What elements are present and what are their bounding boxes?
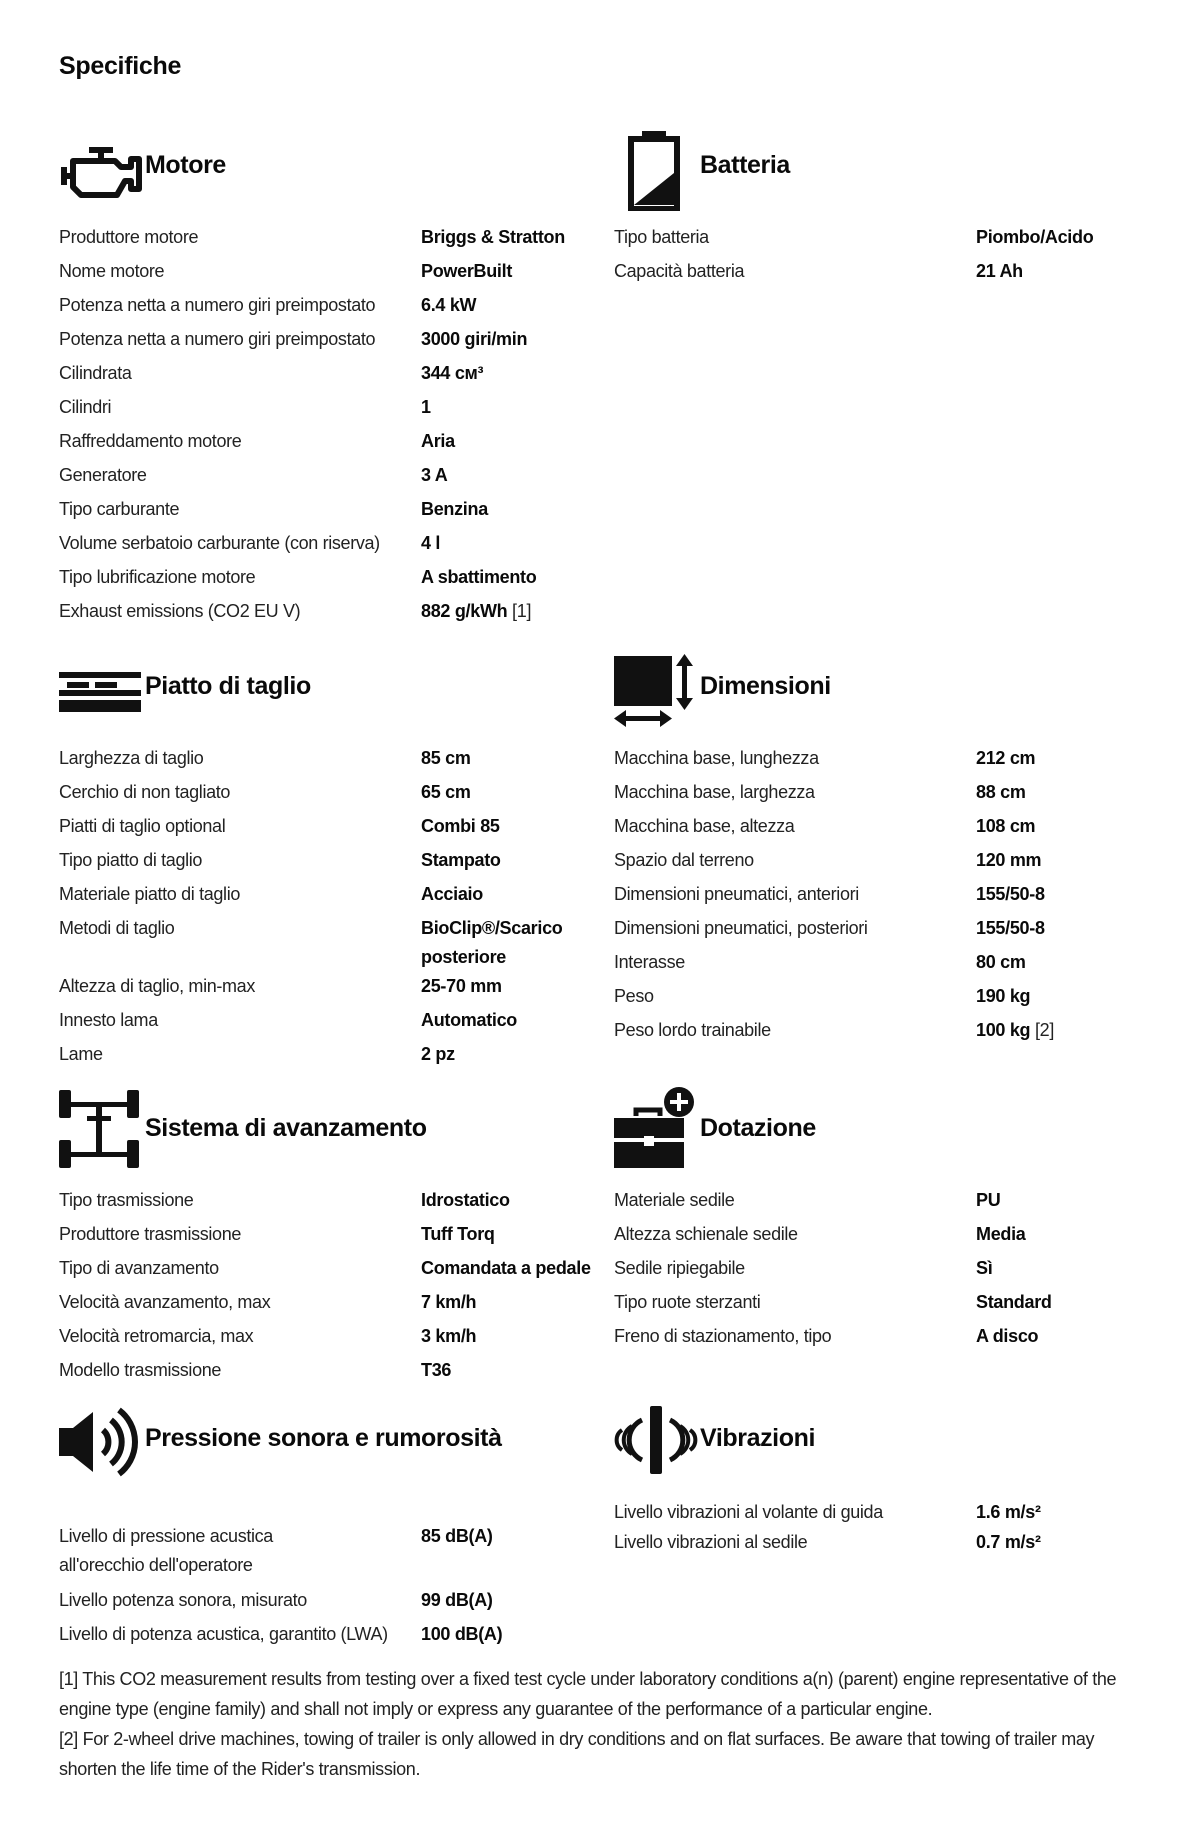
footnote-1: [1] This CO2 measurement results from testing over a fixed test cycle under laboratory conditions a(n) (parent) engine representative of the engine type (engine family) and shall not imply or express any guarantee of the performance of a particular engine. <box>59 1669 1117 1719</box>
spec-value: 155/50-8 <box>976 884 1045 904</box>
spec-value: A sbattimento <box>421 567 537 587</box>
section-title: Dimensioni <box>700 672 831 700</box>
spec-row <box>59 1522 611 1586</box>
section-header <box>614 135 1174 215</box>
spec-value: Stampato <box>421 850 501 870</box>
spec-value: 108 cm <box>976 816 1036 836</box>
spec-row <box>59 495 611 529</box>
spec-value: 120 mm <box>976 850 1042 870</box>
spec-value: 99 dB(A) <box>421 1590 493 1610</box>
dimensions-icon <box>614 654 698 730</box>
spec-row <box>59 1620 611 1654</box>
spec-value: A disco <box>976 1326 1039 1346</box>
spec-label: Macchina base, larghezza <box>614 782 815 802</box>
spec-value: Benzina <box>421 499 488 519</box>
spec-label: Tipo ruote sterzanti <box>614 1292 761 1312</box>
spec-value: 155/50-8 <box>976 918 1045 938</box>
spec-value: Automatico <box>421 1010 518 1030</box>
spec-value: Standard <box>976 1292 1052 1312</box>
speaker-icon <box>59 1406 143 1478</box>
spec-value: 3000 giri/min <box>421 329 528 349</box>
spec-value: 1 <box>421 397 431 417</box>
spec-value: 80 cm <box>976 952 1026 972</box>
spec-value: 344 см³ <box>421 363 484 383</box>
spec-row <box>59 393 611 427</box>
spec-value: PowerBuilt <box>421 261 513 281</box>
spec-label: Produttore motore <box>59 227 199 247</box>
spec-row <box>614 1016 1166 1050</box>
toolbox-plus-icon <box>614 1086 698 1170</box>
spec-row <box>614 812 1166 846</box>
spec-value: 190 kg <box>976 986 1031 1006</box>
spec-list <box>59 744 611 1074</box>
spec-label: Spazio dal terreno <box>614 850 754 870</box>
spec-label: Livello vibrazioni al sedile <box>614 1532 808 1552</box>
spec-value: 212 cm <box>976 748 1036 768</box>
spec-row <box>59 1322 611 1356</box>
spec-row <box>59 744 611 778</box>
spec-label: Capacità batteria <box>614 261 745 281</box>
spec-row <box>59 325 611 359</box>
spec-label: Dimensioni pneumatici, anteriori <box>614 884 859 904</box>
section-header <box>59 135 619 215</box>
spec-label: Piatti di taglio optional <box>59 816 226 836</box>
section-header <box>59 1098 619 1178</box>
spec-list <box>614 744 1166 1050</box>
footnote-2: [2] For 2-wheel drive machines, towing of trailer is only allowed in dry conditions and on flat surfaces. Be aware that towing of trailer may shorten the life time of the Rider's transmission. <box>59 1729 1095 1779</box>
drivetrain-icon <box>59 1088 141 1170</box>
spec-value: 25-70 mm <box>421 976 502 996</box>
section-piatto-di-taglio <box>59 656 619 1064</box>
spec-label: Produttore trasmissione <box>59 1224 242 1244</box>
spec-label: Metodi di taglio <box>59 918 175 938</box>
section-batteria <box>614 135 1174 281</box>
section-sistema-di-avanzamento <box>59 1098 619 1380</box>
spec-label: Cerchio di non tagliato <box>59 782 231 802</box>
spec-label: Tipo piatto di taglio <box>59 850 203 870</box>
spec-list <box>59 1522 611 1654</box>
spec-row <box>59 291 611 325</box>
cutting-deck-icon <box>59 670 141 714</box>
spec-label: Livello vibrazioni al volante di guida <box>614 1502 883 1522</box>
spec-row <box>614 1288 1166 1322</box>
section-vibrazioni <box>614 1410 1174 1552</box>
spec-label: Tipo carburante <box>59 499 180 519</box>
spec-label: Livello di pressione acustica all'orecchio dell'operatore <box>59 1526 273 1575</box>
spec-row <box>614 778 1166 812</box>
spec-row <box>59 1586 611 1620</box>
footnotes <box>59 1664 1149 1784</box>
spec-row <box>614 948 1166 982</box>
spec-row <box>614 744 1166 778</box>
spec-row <box>614 1528 1166 1562</box>
spec-value: Idrostatico <box>421 1190 510 1210</box>
spec-row <box>614 846 1166 880</box>
spec-row <box>614 1498 1166 1528</box>
spec-label: Livello di potenza acustica, garantito (LWA) <box>59 1624 388 1644</box>
section-header <box>614 656 1174 736</box>
battery-icon <box>628 129 680 211</box>
spec-value: 100 dB(A) <box>421 1624 503 1644</box>
spec-label: Cilindrata <box>59 363 132 383</box>
section-title: Motore <box>145 151 226 179</box>
spec-label: Livello potenza sonora, misurato <box>59 1590 307 1610</box>
spec-label: Tipo lubrificazione motore <box>59 567 256 587</box>
section-motore <box>59 135 619 621</box>
spec-value: Aria <box>421 431 455 451</box>
section-dimensioni <box>614 656 1174 1040</box>
spec-value: Tuff Torq <box>421 1224 495 1244</box>
spec-value: 85 dB(A) <box>421 1526 493 1546</box>
spec-row <box>59 812 611 846</box>
spec-row <box>59 1186 611 1220</box>
spec-value: Acciaio <box>421 884 483 904</box>
section-header <box>59 656 619 736</box>
spec-row <box>614 1186 1166 1220</box>
spec-row <box>59 563 611 597</box>
spec-value: 3 A <box>421 465 448 485</box>
spec-label: Peso lordo trainabile <box>614 1020 771 1040</box>
spec-row <box>614 257 1166 291</box>
spec-row <box>59 972 611 1006</box>
spec-label: Volume serbatoio carburante (con riserva) <box>59 533 380 553</box>
spec-value: Combi 85 <box>421 816 500 836</box>
spec-value: 21 Ah <box>976 261 1023 281</box>
spec-value: 7 km/h <box>421 1292 477 1312</box>
spec-label: Freno di stazionamento, tipo <box>614 1326 832 1346</box>
spec-row <box>59 461 611 495</box>
spec-row <box>59 1254 611 1288</box>
spec-row <box>59 1220 611 1254</box>
spec-value: 2 pz <box>421 1044 455 1064</box>
spec-label: Exhaust emissions (CO2 EU V) <box>59 601 301 621</box>
footnote-ref: [2] <box>1034 1020 1055 1040</box>
spec-label: Peso <box>614 986 654 1006</box>
spec-value: 85 cm <box>421 748 471 768</box>
section-dotazione <box>614 1098 1174 1346</box>
vibration-icon <box>614 1404 698 1476</box>
spec-label: Lame <box>59 1044 103 1064</box>
section-title: Sistema di avanzamento <box>145 1114 427 1142</box>
spec-list <box>614 1498 1166 1562</box>
spec-label: Cilindri <box>59 397 112 417</box>
spec-label: Interasse <box>614 952 685 972</box>
section-title: Piatto di taglio <box>145 672 311 700</box>
spec-label: Nome motore <box>59 261 165 281</box>
section-title: Batteria <box>700 151 790 179</box>
spec-label: Velocità avanzamento, max <box>59 1292 271 1312</box>
spec-value: 0.7 m/s² <box>976 1532 1041 1552</box>
spec-value: PU <box>976 1190 1001 1210</box>
spec-row <box>614 880 1166 914</box>
spec-row <box>59 778 611 812</box>
spec-value: 6.4 kW <box>421 295 477 315</box>
spec-value <box>421 597 611 626</box>
spec-label: Tipo trasmissione <box>59 1190 194 1210</box>
spec-label: Generatore <box>59 465 147 485</box>
spec-list <box>614 1186 1166 1356</box>
spec-row <box>59 223 611 257</box>
spec-label: Macchina base, lunghezza <box>614 748 819 768</box>
spec-label: Dimensioni pneumatici, posteriori <box>614 918 868 938</box>
page-title: Specifiche <box>59 52 182 80</box>
spec-list <box>59 1186 611 1390</box>
spec-value: Sì <box>976 1258 993 1278</box>
spec-row <box>59 257 611 291</box>
spec-row <box>614 1254 1166 1288</box>
spec-label: Raffreddamento motore <box>59 431 242 451</box>
spec-label: Sedile ripiegabile <box>614 1258 745 1278</box>
spec-row <box>59 529 611 563</box>
footnote-ref: [1] <box>512 601 532 621</box>
spec-list <box>614 223 1166 291</box>
spec-label: Altezza di taglio, min-max <box>59 976 255 996</box>
spec-value: 4 l <box>421 533 441 553</box>
spec-value: Comandata a pedale <box>421 1258 591 1278</box>
spec-label: Materiale sedile <box>614 1190 735 1210</box>
spec-row <box>59 846 611 880</box>
section-pressione-sonora <box>59 1410 619 1644</box>
spec-value <box>976 1016 1166 1045</box>
engine-icon <box>59 145 143 201</box>
spec-value: T36 <box>421 1360 452 1380</box>
spec-label: Potenza netta a numero giri preimpostato <box>59 329 376 349</box>
spec-label: Innesto lama <box>59 1010 158 1030</box>
spec-row <box>614 914 1166 948</box>
spec-list <box>59 223 611 631</box>
spec-row <box>59 880 611 914</box>
spec-row <box>614 982 1166 1016</box>
spec-label: Altezza schienale sedile <box>614 1224 798 1244</box>
spec-row <box>59 427 611 461</box>
spec-value: 88 cm <box>976 782 1026 802</box>
spec-label: Materiale piatto di taglio <box>59 884 241 904</box>
spec-label: Modello trasmissione <box>59 1360 222 1380</box>
spec-value: Briggs & Stratton <box>421 227 565 247</box>
spec-value: Piombo/Acido <box>976 227 1094 247</box>
spec-row <box>614 1322 1166 1356</box>
spec-row <box>59 1356 611 1390</box>
section-title: Pressione sonora e rumorosità <box>145 1424 502 1452</box>
spec-value: BioClip®/Scarico posteriore <box>421 918 563 967</box>
spec-label: Macchina base, altezza <box>614 816 795 836</box>
section-header <box>614 1410 1174 1490</box>
spec-value: Media <box>976 1224 1026 1244</box>
section-title: Dotazione <box>700 1114 816 1142</box>
spec-label: Tipo di avanzamento <box>59 1258 219 1278</box>
spec-row <box>59 1006 611 1040</box>
spec-row <box>614 1220 1166 1254</box>
spec-value: 1.6 m/s² <box>976 1502 1041 1522</box>
spec-row <box>59 1288 611 1322</box>
spec-label: Larghezza di taglio <box>59 748 204 768</box>
spec-row <box>59 597 611 631</box>
spec-value: 3 km/h <box>421 1326 477 1346</box>
spec-label: Potenza netta a numero giri preimpostato <box>59 295 376 315</box>
spec-row <box>59 359 611 393</box>
section-title: Vibrazioni <box>700 1424 816 1452</box>
spec-value-text: 882 g/kWh <box>421 601 508 621</box>
spec-row <box>59 914 611 972</box>
spec-label: Velocità retromarcia, max <box>59 1326 254 1346</box>
spec-value: 65 cm <box>421 782 471 802</box>
section-header <box>59 1410 619 1490</box>
spec-row <box>614 223 1166 257</box>
spec-value-text: 100 kg <box>976 1020 1031 1040</box>
spec-row <box>59 1040 611 1074</box>
section-header <box>614 1098 1174 1178</box>
spec-label: Tipo batteria <box>614 227 709 247</box>
